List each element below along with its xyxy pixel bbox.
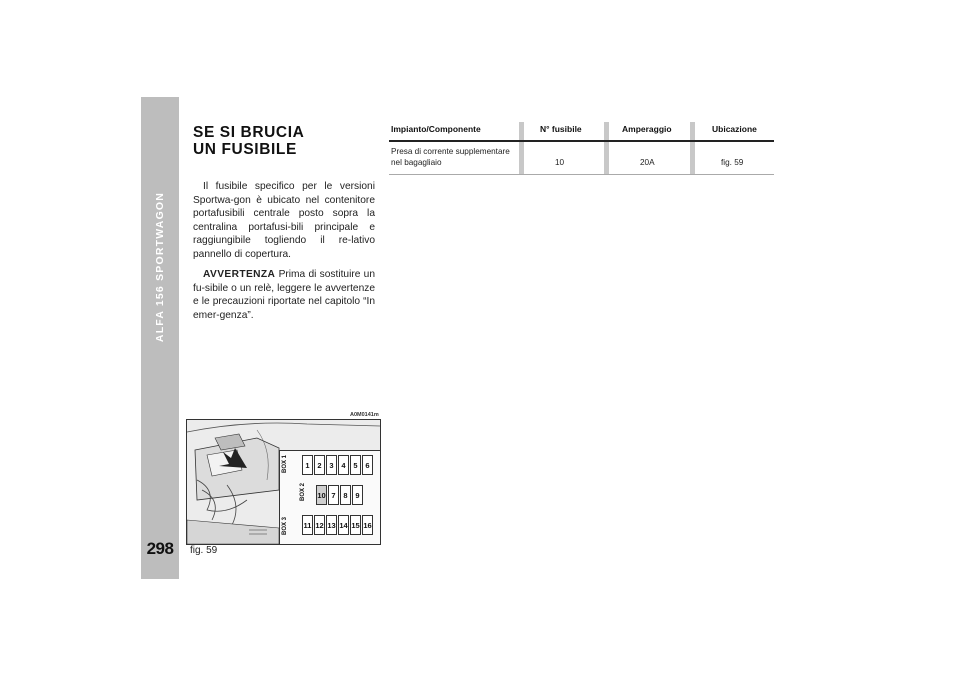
cell-component-line1: Presa di corrente supplementare bbox=[391, 147, 510, 156]
figure-caption: fig. 59 bbox=[190, 545, 218, 556]
box2-label: BOX 2 bbox=[300, 482, 306, 501]
header-amperage: Amperaggio bbox=[622, 124, 672, 134]
column-divider bbox=[519, 122, 524, 175]
fuse-14: 14 bbox=[338, 515, 349, 535]
cell-location: fig. 59 bbox=[721, 158, 744, 167]
fuse-4: 4 bbox=[338, 455, 349, 475]
fuse-2: 2 bbox=[314, 455, 325, 475]
fusebox-figure bbox=[186, 419, 381, 545]
column-divider bbox=[604, 122, 609, 175]
fuse-16: 16 bbox=[362, 515, 373, 535]
header-component: Impianto/Componente bbox=[391, 124, 481, 134]
warning-text: Prima di sostituire un fu-sibile o un relè, leggere le avvertenze e le precauzioni riportate nel capitolo “In emer-genza”. bbox=[193, 269, 375, 321]
fuse-3: 3 bbox=[326, 455, 337, 475]
table-header-rule bbox=[389, 140, 774, 142]
fuse-7: 7 bbox=[328, 485, 339, 505]
cell-amperage: 20A bbox=[640, 158, 655, 167]
figure-code: A0M0141m bbox=[350, 412, 379, 418]
fuse-12: 12 bbox=[314, 515, 325, 535]
header-location: Ubicazione bbox=[712, 124, 757, 134]
warning-label: AVVERTENZA bbox=[203, 269, 276, 280]
heading-line-2: UN FUSIBILE bbox=[193, 141, 297, 158]
table-row bbox=[391, 147, 510, 168]
header-fuse-number: N° fusibile bbox=[540, 124, 582, 134]
box1-label: BOX 1 bbox=[282, 454, 288, 473]
fuse-5: 5 bbox=[350, 455, 361, 475]
sidebar-title bbox=[141, 97, 179, 427]
fuse-1: 1 bbox=[302, 455, 313, 475]
cell-component-line2: nel bagagliaio bbox=[391, 157, 442, 167]
manual-title: ALFA 156 SPORTWAGON bbox=[154, 191, 166, 343]
intro-paragraph: Il fusibile specifico per le versioni Sportwa-gon è ubicato nel contenitore portafusibili centrale posto sopra la centralina portafusi-bili principale e raggiungibile togliendo il re-lativo pannello di copertura. bbox=[193, 181, 375, 260]
fuse-10: 10 bbox=[316, 485, 327, 505]
fuse-11: 11 bbox=[302, 515, 313, 535]
heading-line-1: SE SI BRUCIA bbox=[193, 124, 305, 141]
fuse-15: 15 bbox=[350, 515, 361, 535]
warning-paragraph bbox=[193, 268, 375, 322]
cell-fuse-number: 10 bbox=[555, 158, 565, 167]
fuse-13: 13 bbox=[326, 515, 337, 535]
column-divider bbox=[690, 122, 695, 175]
box3-label: BOX 3 bbox=[282, 516, 288, 535]
fusebox-diagram bbox=[279, 450, 380, 545]
fuse-6: 6 bbox=[362, 455, 373, 475]
section-heading bbox=[193, 124, 304, 158]
fuse-9: 9 bbox=[352, 485, 363, 505]
table-bottom-rule bbox=[389, 174, 774, 175]
fuse-8: 8 bbox=[340, 485, 351, 505]
page-number: 298 bbox=[146, 539, 174, 558]
